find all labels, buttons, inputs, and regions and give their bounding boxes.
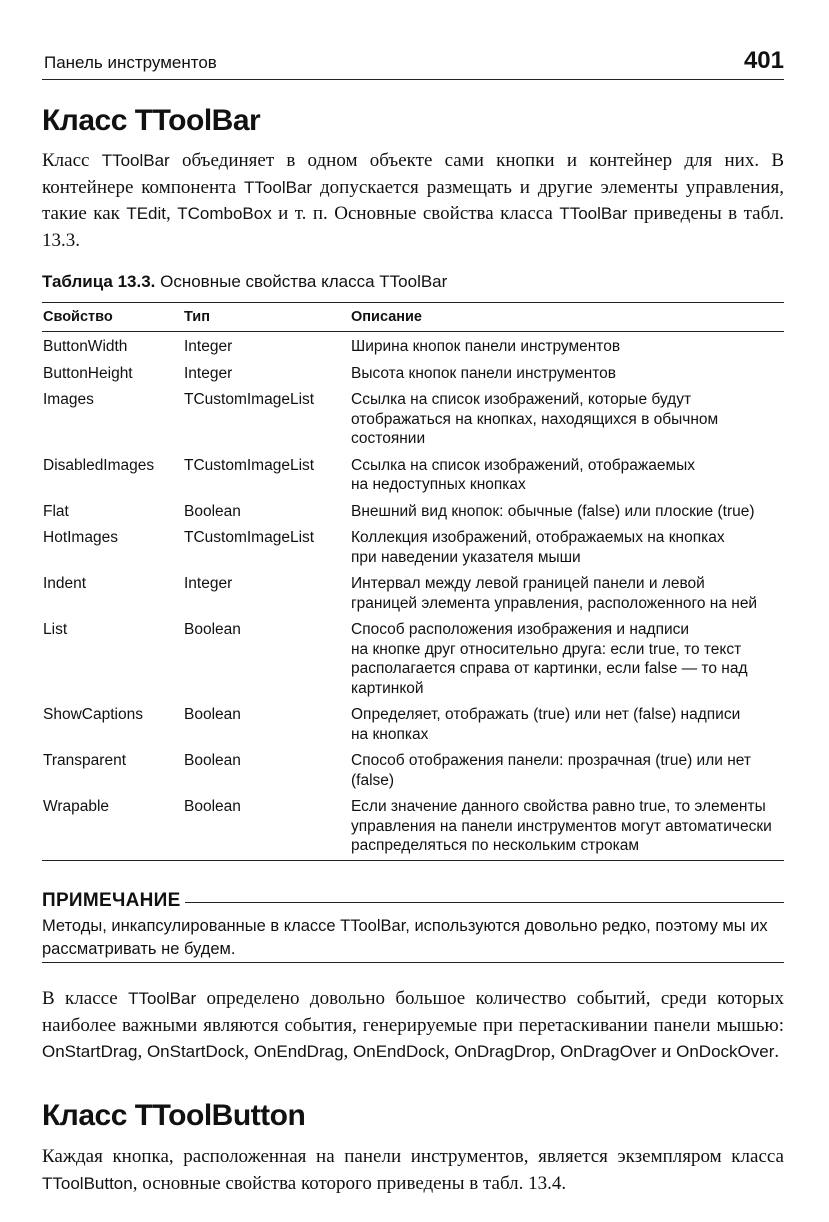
class-name: TComboBox <box>177 204 272 223</box>
table-row <box>42 498 784 525</box>
cell-description: Способ отображения панели: прозрачная (true) или нет (false) <box>351 752 751 789</box>
running-header-title: Панель инструментов <box>44 53 217 72</box>
class-name: OnDockOver <box>676 1042 775 1061</box>
table-row <box>42 793 784 860</box>
cell-type: Boolean <box>184 502 241 520</box>
text-run: , <box>343 1041 354 1062</box>
cell-description: Ссылка на список изображений, которые будут отображаться на кнопках, находящихся в обычном состоянии <box>351 391 719 447</box>
events-paragraph <box>42 986 784 1066</box>
cell-property: DisabledImages <box>43 456 155 474</box>
note-title: ПРИМЕЧАНИЕ <box>42 890 181 911</box>
cell-property: ButtonWidth <box>43 338 128 355</box>
text-run: Каждая кнопка, расположенная на панели инструментов, является экземпляром класса <box>42 1146 784 1167</box>
class-name: TToolBar <box>559 204 628 223</box>
text-run: допускается размещать и другие элементы управления, такие как <box>42 176 784 224</box>
cell-type: Boolean <box>184 621 241 638</box>
properties-table-body <box>42 332 784 861</box>
cell-property: Transparent <box>43 752 126 769</box>
text-run: приведены в табл. 13.3. <box>42 203 784 251</box>
table-header-row <box>42 303 784 332</box>
text-run: , <box>244 1041 254 1062</box>
text-run: В классе <box>42 988 129 1009</box>
page-number: 401 <box>743 47 784 74</box>
cell-description: Определяет, отображать (true) или нет (false) надписи на кнопках <box>351 706 741 743</box>
table-row <box>42 570 784 616</box>
note-text: Методы, инкапсулированные в классе TToolBar, используются довольно редко, поэтому мы их рассматривать не будем. <box>42 917 768 958</box>
cell-type: TCustomImageList <box>184 456 315 474</box>
table-row <box>42 747 784 793</box>
class-name: OnStartDock <box>146 1042 245 1061</box>
cell-property: Wrapable <box>43 798 110 815</box>
section-heading-ttoolbar: Класс TToolBar <box>42 104 261 137</box>
ttoolbutton-paragraph <box>42 1144 784 1197</box>
cell-description: Высота кнопок панели инструментов <box>351 364 616 382</box>
intro-paragraph <box>42 148 784 254</box>
class-name: TToolButton <box>42 1173 133 1193</box>
text-run: определено довольно большое количество событий, среди которых наиболее важными являются события, генерируемые при перетаскивании панели мышью: <box>42 988 784 1036</box>
cell-description: Интервал между левой границей панели и левой границей элемента управления, расположенного на ней <box>351 575 758 612</box>
text-run: , <box>550 1041 561 1062</box>
cell-type: Integer <box>184 338 233 355</box>
class-name: OnEndDrag <box>253 1042 344 1061</box>
table-row <box>42 360 784 387</box>
cell-property: HotImages <box>43 529 118 546</box>
class-name: TToolBar <box>101 151 170 170</box>
text-run: объединяет в одном объекте сами кнопки и контейнер для них. В контейнере компонента <box>42 150 784 198</box>
text-run: , основные свойства которого приведены в табл. 13.4. <box>132 1172 567 1194</box>
class-name: TToolBar <box>244 177 313 197</box>
cell-property: Images <box>43 391 94 408</box>
cell-description: Если значение данного свойства равно true, то элементы управления на панели инструментов могут автоматически распределяться по нескольким строкам <box>351 798 772 854</box>
class-name: OnStartDrag <box>42 1042 138 1061</box>
class-name: TEdit <box>126 204 167 223</box>
cell-description: Способ расположения изображения и надписи на кнопке друг относительно друга: если true, то текст располагается справа от картинки, если false — то над картинкой <box>351 621 748 697</box>
class-name: OnEndDock <box>353 1042 445 1061</box>
column-header-description: Описание <box>351 309 422 325</box>
note-bottom-rule <box>42 962 784 963</box>
table-row <box>42 616 784 701</box>
text-run: Класс <box>42 150 102 171</box>
text-run: , <box>166 203 178 224</box>
table-row <box>42 701 784 747</box>
text-run: и <box>656 1041 677 1062</box>
class-name: TToolBar <box>128 989 197 1008</box>
cell-description: Ссылка на список изображений, отображаемых на недоступных кнопках <box>351 456 696 493</box>
section-heading-ttoolbutton: Класс TToolButton <box>42 1099 306 1132</box>
column-header-type: Тип <box>184 309 210 325</box>
note-box <box>42 888 784 961</box>
cell-type: TCustomImageList <box>184 529 315 546</box>
cell-description: Ширина кнопок панели инструментов <box>351 338 621 355</box>
table-caption-label: Таблица 13.3. <box>42 272 156 291</box>
running-header <box>42 47 784 80</box>
cell-description: Внешний вид кнопок: обычные (false) или плоские (true) <box>351 502 755 520</box>
cell-property: Flat <box>43 502 69 520</box>
cell-type: TCustomImageList <box>184 391 315 408</box>
table-row <box>42 386 784 452</box>
properties-table <box>42 302 784 861</box>
text-run: , <box>444 1041 455 1062</box>
text-run: . <box>774 1041 780 1062</box>
class-name: OnDragOver <box>560 1042 657 1061</box>
cell-property: ButtonHeight <box>43 364 133 382</box>
cell-type: Boolean <box>184 752 241 769</box>
cell-type: Boolean <box>184 706 241 723</box>
text-run: , <box>137 1041 147 1062</box>
table-caption-text: Основные свойства класса TToolBar <box>155 272 448 291</box>
cell-property: List <box>43 621 68 638</box>
cell-description: Коллекция изображений, отображаемых на кнопках при наведении указателя мыши <box>351 529 725 566</box>
cell-type: Boolean <box>184 798 241 815</box>
cell-type: Integer <box>184 575 233 592</box>
cell-property: ShowCaptions <box>43 706 143 723</box>
note-top-rule <box>185 902 784 903</box>
table-row <box>42 332 784 360</box>
cell-type: Integer <box>184 364 233 382</box>
table-row <box>42 524 784 570</box>
class-name: OnDragDrop <box>454 1042 551 1061</box>
column-header-property: Свойство <box>43 309 113 325</box>
cell-property: Indent <box>43 575 87 592</box>
text-run: и т. п. Основные свойства класса <box>271 203 560 224</box>
note-header <box>42 888 784 914</box>
table-caption <box>42 272 447 292</box>
table-row <box>42 452 784 498</box>
